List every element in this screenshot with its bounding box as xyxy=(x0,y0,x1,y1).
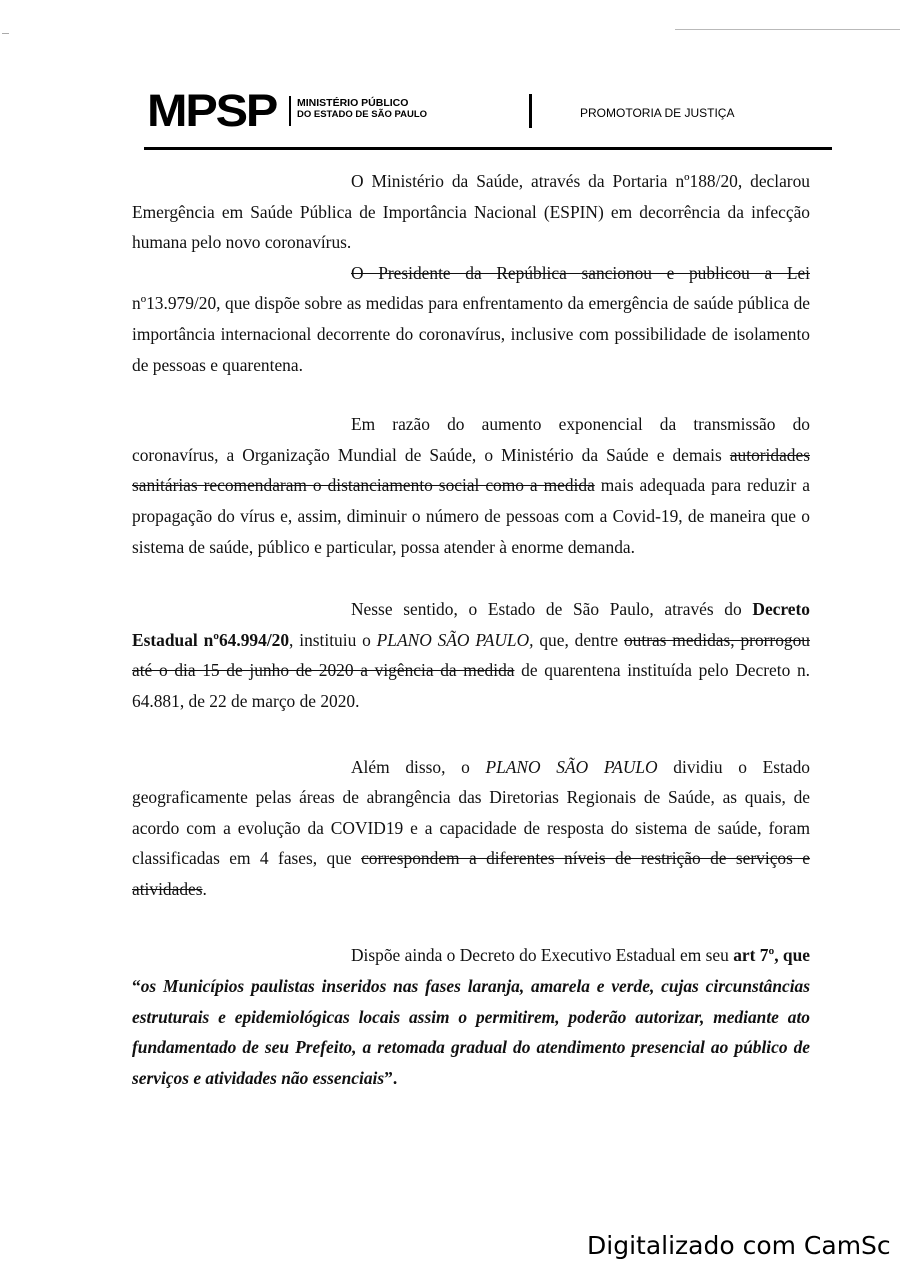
office-title: PROMOTORIA DE JUSTIÇA xyxy=(580,106,735,120)
paragraph-text: Dispõe ainda o Decreto do Executivo Estadual em seu xyxy=(351,945,734,966)
header-divider xyxy=(529,94,532,128)
paragraph-text: dividiu o Estado geograficamente pelas áreas de abrangência das Diretorias Regionais de Saúde, as quais, de acordo com a evolução da COVID19 e a capacidade de resposta do sistema de saúde, foram classificadas em 4 fases, que xyxy=(132,756,810,869)
logo-subtitle xyxy=(297,97,427,121)
struck-text: outras medidas, prorrogou até o dia 15 de junho de 2020 a vigência da medida xyxy=(132,629,811,681)
paragraph-text: , instituiu o xyxy=(289,629,377,650)
scan-edge-mark xyxy=(2,33,9,34)
decree-reference: Decreto Estadual nº64.994/20 xyxy=(132,599,810,650)
scan-watermark: Digitalizado com CamSc xyxy=(587,1231,891,1260)
paragraph-text: que, dentre xyxy=(533,629,624,650)
paragraph-text: Em razão do aumento exponencial da transmissão do coronavírus, a Organização Mundial de Saúde, o Ministério da Saúde e demais xyxy=(132,414,810,465)
plan-name: PLANO SÃO PAULO, xyxy=(376,629,534,650)
paragraph-2 xyxy=(132,258,810,380)
paragraph-text: mais adequada para reduzir a propagação do vírus e, assim, diminuir o número de pessoas com a Covid-19, de maneira que o sistema de saúde, público e particular, possa atender à enorme demanda. xyxy=(132,475,810,557)
logo-divider xyxy=(289,96,291,126)
scan-artifact-line xyxy=(675,29,900,30)
struck-text: O Presidente da República sancionou e publicou a Lei xyxy=(351,262,810,283)
plan-name: PLANO SÃO PAULO xyxy=(485,756,658,777)
mpsp-logo: MPSP xyxy=(147,85,277,136)
paragraph-4 xyxy=(132,594,810,716)
paragraph-text: . xyxy=(202,878,207,899)
quoted-article-text: os Municípios paulistas inseridos nas fases laranja, amarela e verde, cujas circunstâncias estruturais e epidemiológicas locais assim o permitirem, poderão autorizar, mediante ato fundamentado de seu Prefeito, a retomada gradual do atendimento presencial ao público de serviços e atividades não essenciais xyxy=(132,976,810,1088)
paragraph-text: de quarentena instituída pelo Decreto n. 64.881, de 22 de março de 2020. xyxy=(132,660,811,711)
paragraph-5 xyxy=(132,752,810,905)
struck-text: autoridades sanitárias recomendaram o distanciamento social como a medida xyxy=(132,444,810,496)
quote-close: ”. xyxy=(384,1067,398,1088)
paragraph-text: Nesse sentido, o Estado de São Paulo, através do xyxy=(351,599,753,620)
paragraph-text: Além disso, o xyxy=(351,756,486,777)
paragraph-1: O Ministério da Saúde, através da Portaria nº188/20, declarou Emergência em Saúde Pública de Importância Nacional (ESPIN) em decorrência da infecção humana pelo novo coronavírus. xyxy=(132,171,810,253)
paragraph-6 xyxy=(132,940,810,1093)
logo-subtitle-line2: DO ESTADO DE SÃO PAULO xyxy=(297,109,428,120)
header-rule xyxy=(144,147,832,150)
article-reference: art 7º, que “ xyxy=(132,945,810,997)
struck-text: correspondem a diferentes níveis de restrição de serviços e atividades xyxy=(132,848,811,899)
paragraph-text: nº13.979/20, que dispõe sobre as medidas para enfrentamento da emergência de saúde pública de importância internacional decorrente do coronavírus, inclusive com possibilidade de isolamento de pessoas e quarentena. xyxy=(132,293,810,375)
document-body xyxy=(132,166,810,1093)
paragraph-3 xyxy=(132,409,810,562)
logo-subtitle-line1: MINISTÉRIO PÚBLICO xyxy=(297,97,409,109)
